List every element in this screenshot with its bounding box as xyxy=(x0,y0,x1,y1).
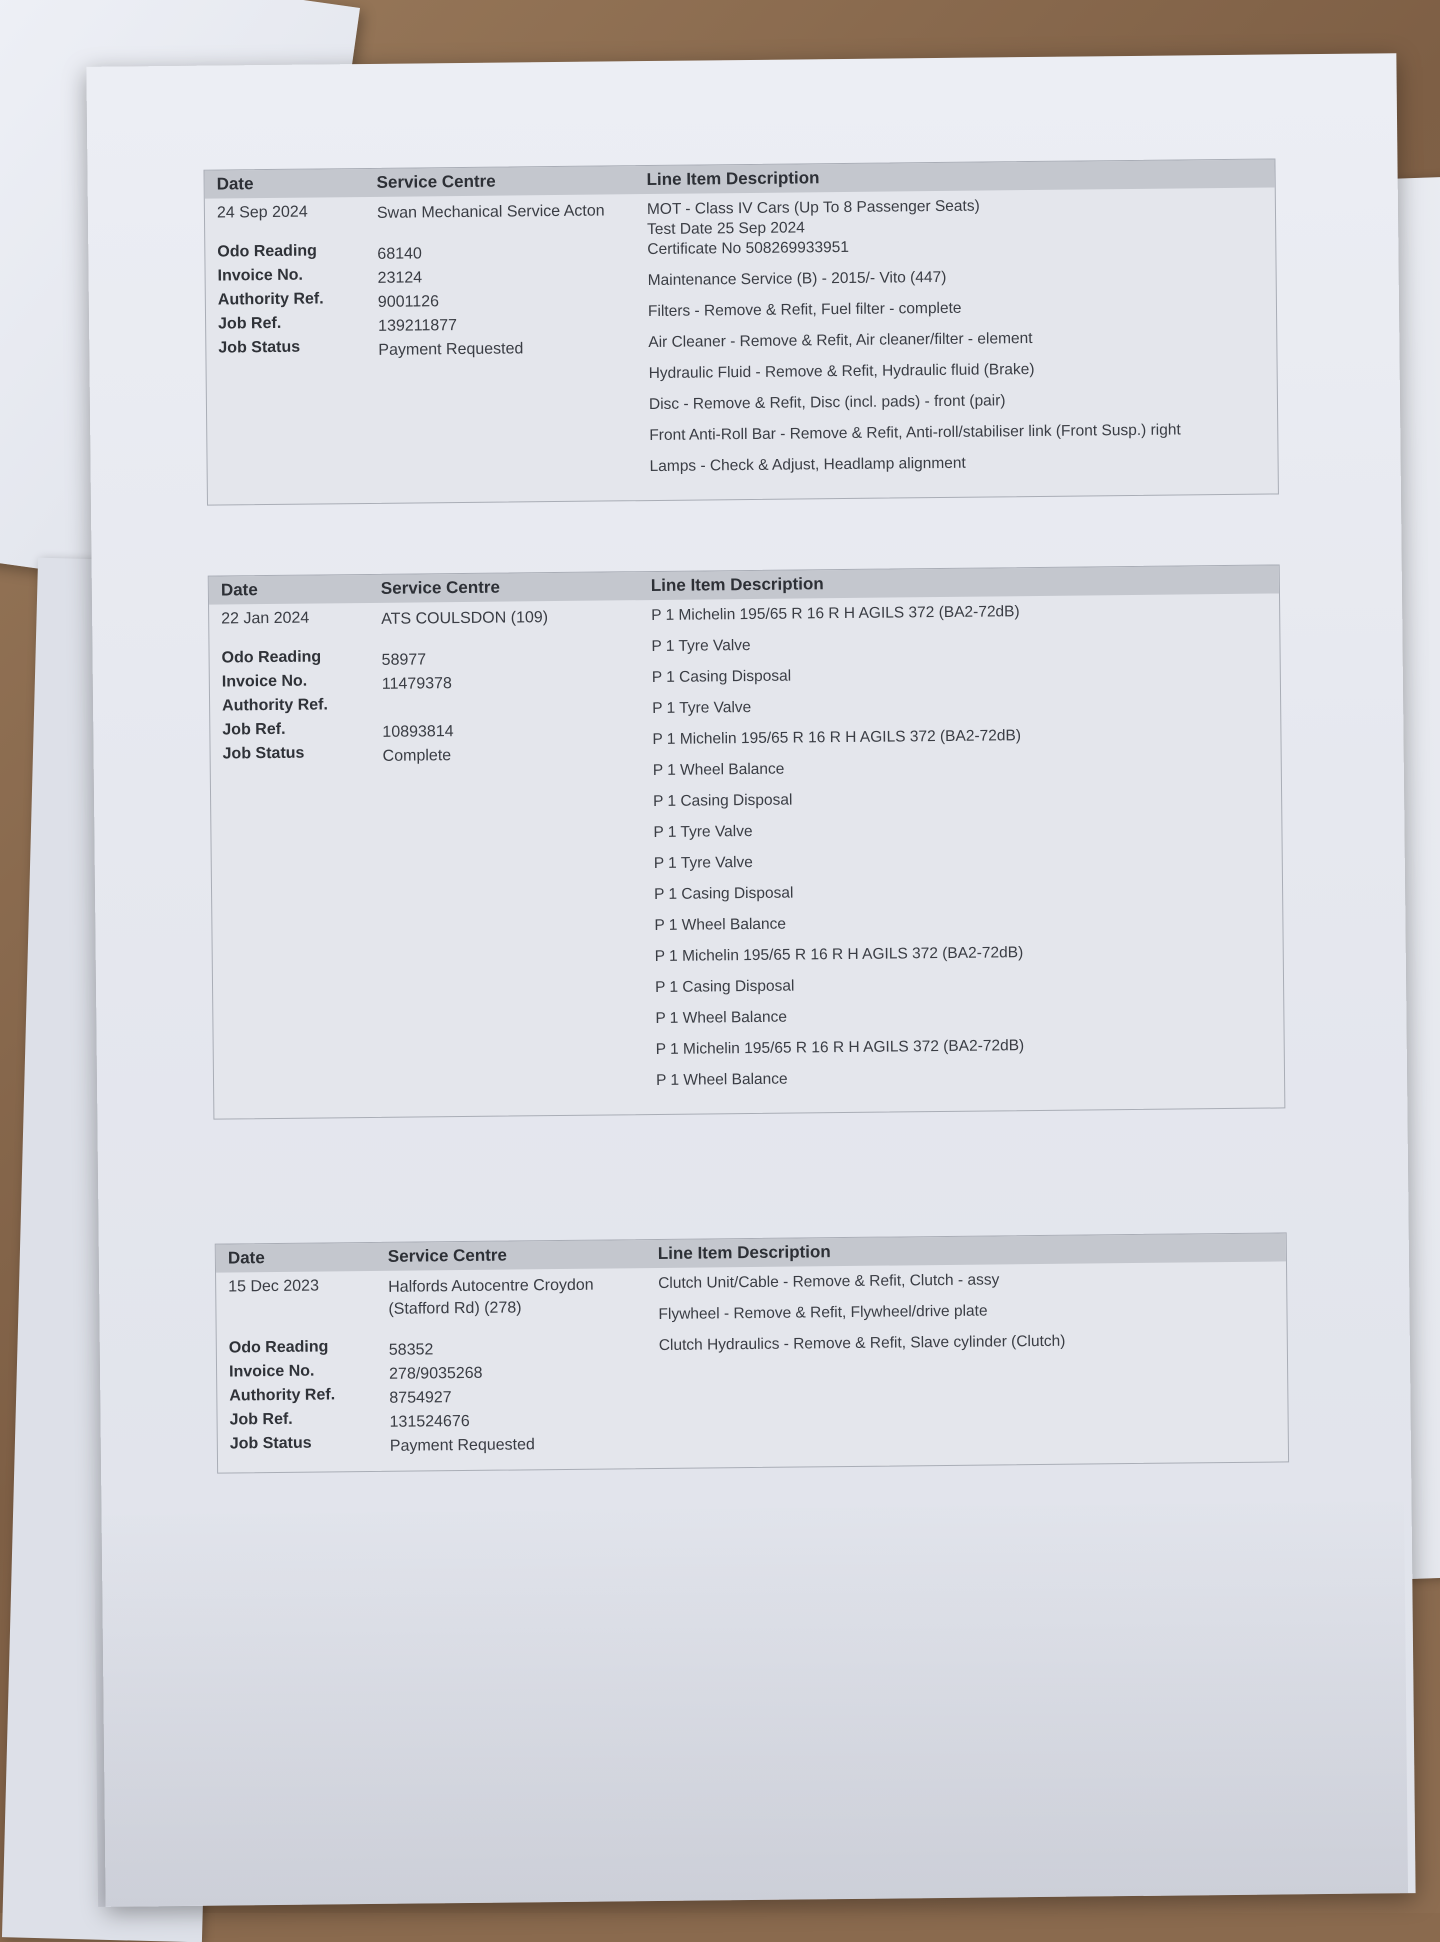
invoice-no-label: Invoice No. xyxy=(228,1362,315,1381)
odo-reading-value: 68140 xyxy=(377,245,422,263)
line-item: Flywheel - Remove & Refit, Flywheel/drive plate xyxy=(658,1302,988,1323)
job-ref-label: Job Ref. xyxy=(218,314,282,333)
line-item: P 1 Casing Disposal xyxy=(654,977,795,997)
line-item: P 1 Tyre Valve xyxy=(653,853,753,873)
service-record xyxy=(203,158,1278,505)
record-date: 24 Sep 2024 xyxy=(216,203,308,222)
line-item: Clutch Hydraulics - Remove & Refit, Slave cylinder (Clutch) xyxy=(658,1332,1066,1354)
date-header: Date xyxy=(216,174,254,194)
job-status-value: Complete xyxy=(382,747,452,765)
line-item: P 1 Wheel Balance xyxy=(654,915,787,935)
service-centre-name-line-2: (Stafford Rd) (278) xyxy=(388,1299,522,1318)
service-centre-header: Service Centre xyxy=(376,171,496,192)
line-item: Clutch Unit/Cable - Remove & Refit, Clutch - assy xyxy=(658,1271,1000,1292)
job-ref-value: 131524676 xyxy=(389,1412,470,1431)
job-status-label: Job Status xyxy=(218,338,301,357)
invoice-no-value: 23124 xyxy=(377,269,423,287)
line-item: Filters - Remove & Refit, Fuel filter - complete xyxy=(647,299,962,321)
service-history-page xyxy=(86,53,1415,1907)
authority-ref-value: 9001126 xyxy=(377,293,440,311)
odo-reading-label: Odo Reading xyxy=(228,1338,329,1357)
line-item: P 1 Wheel Balance xyxy=(655,1008,788,1028)
service-centre-name: Swan Mechanical Service Acton xyxy=(376,202,605,222)
job-ref-value: 139211877 xyxy=(378,317,458,335)
line-item-description-header: Line Item Description xyxy=(646,168,820,190)
record-body xyxy=(209,593,1284,1118)
authority-ref-value: 8754927 xyxy=(389,1389,452,1407)
invoice-no-value: 11479378 xyxy=(381,675,452,693)
labels-column xyxy=(209,609,386,1107)
values-column xyxy=(377,200,650,491)
invoice-no-label: Invoice No. xyxy=(217,266,304,285)
job-status-value: Payment Requested xyxy=(389,1436,535,1455)
line-item: P 1 Michelin 195/65 R 16 R H AGILS 372 (BA2-72dB) xyxy=(654,944,1024,966)
line-item: Disc - Remove & Refit, Disc (incl. pads) - front (pair) xyxy=(648,392,1006,414)
line-item: P 1 Michelin 195/65 R 16 R H AGILS 372 (BA2-72dB) xyxy=(652,727,1022,749)
invoice-no-label: Invoice No. xyxy=(221,672,308,691)
record-date: 15 Dec 2023 xyxy=(228,1277,320,1296)
line-item: P 1 Michelin 195/65 R 16 R H AGILS 372 (BA2-72dB) xyxy=(655,1037,1025,1059)
labels-column xyxy=(216,1277,390,1461)
line-item: P 1 Casing Disposal xyxy=(653,791,793,811)
line-item: P 1 Wheel Balance xyxy=(655,1070,788,1089)
odo-reading-label: Odo Reading xyxy=(221,648,322,667)
line-item: Test Date 25 Sep 2024 xyxy=(647,219,805,239)
line-item: Front Anti-Roll Bar - Remove & Refit, Anti-roll/stabiliser link (Front Susp.) right xyxy=(649,421,1181,445)
line-item: P 1 Tyre Valve xyxy=(651,636,751,656)
line-items-column xyxy=(658,1268,1250,1456)
job-ref-value: 10893814 xyxy=(382,723,454,741)
job-ref-label: Job Ref. xyxy=(229,1410,293,1429)
odo-reading-label: Odo Reading xyxy=(217,242,317,261)
line-item: MOT - Class IV Cars (Up To 8 Passenger Seats) xyxy=(646,197,980,219)
service-centre-name: ATS COULSDON (109) xyxy=(381,609,549,628)
line-item: Air Cleaner - Remove & Refit, Air cleaner/filter - element xyxy=(648,330,1033,352)
authority-ref-label: Authority Ref. xyxy=(229,1386,336,1405)
record-body xyxy=(205,187,1278,504)
date-header: Date xyxy=(227,1248,265,1268)
job-status-label: Job Status xyxy=(222,744,305,763)
job-status-label: Job Status xyxy=(229,1434,312,1453)
line-item: P 1 Casing Disposal xyxy=(651,667,792,687)
record-date: 22 Jan 2024 xyxy=(221,609,310,628)
authority-ref-label: Authority Ref. xyxy=(217,290,324,309)
job-ref-label: Job Ref. xyxy=(222,720,286,739)
values-column xyxy=(381,606,656,1105)
record-body xyxy=(216,1261,1288,1472)
authority-ref-value xyxy=(382,694,652,721)
labels-column xyxy=(205,203,380,493)
authority-ref-label: Authority Ref. xyxy=(222,696,328,715)
line-item: P 1 Michelin 195/65 R 16 R H AGILS 372 (BA2-72dB) xyxy=(651,603,1020,625)
line-item: Maintenance Service (B) - 2015/- Vito (447) xyxy=(647,268,947,290)
line-item: P 1 Wheel Balance xyxy=(652,760,785,780)
line-item: Hydraulic Fluid - Remove & Refit, Hydraulic fluid (Brake) xyxy=(648,360,1035,383)
service-centre-header: Service Centre xyxy=(387,1245,508,1266)
line-item-description-header: Line Item Description xyxy=(650,574,824,596)
service-centre-name: Halfords Autocentre Croydon xyxy=(388,1276,594,1296)
line-items-column xyxy=(651,600,1246,1102)
line-item-description-header: Line Item Description xyxy=(657,1242,831,1263)
line-item: P 1 Tyre Valve xyxy=(653,822,753,842)
date-header: Date xyxy=(220,580,258,600)
odo-reading-value: 58352 xyxy=(388,1341,434,1359)
job-status-value: Payment Requested xyxy=(378,340,524,359)
service-record xyxy=(208,564,1286,1119)
line-item: Lamps - Check & Adjust, Headlamp alignment xyxy=(649,454,966,476)
line-items-column xyxy=(647,194,1240,488)
service-record xyxy=(215,1232,1289,1473)
invoice-no-value: 278/9035268 xyxy=(389,1364,483,1383)
values-column xyxy=(388,1274,660,1459)
service-centre-header: Service Centre xyxy=(380,577,501,598)
line-item: P 1 Casing Disposal xyxy=(654,884,794,904)
odo-reading-value: 58977 xyxy=(381,651,427,669)
line-item: Certificate No 508269933951 xyxy=(647,238,850,259)
line-item: P 1 Tyre Valve xyxy=(652,698,752,718)
